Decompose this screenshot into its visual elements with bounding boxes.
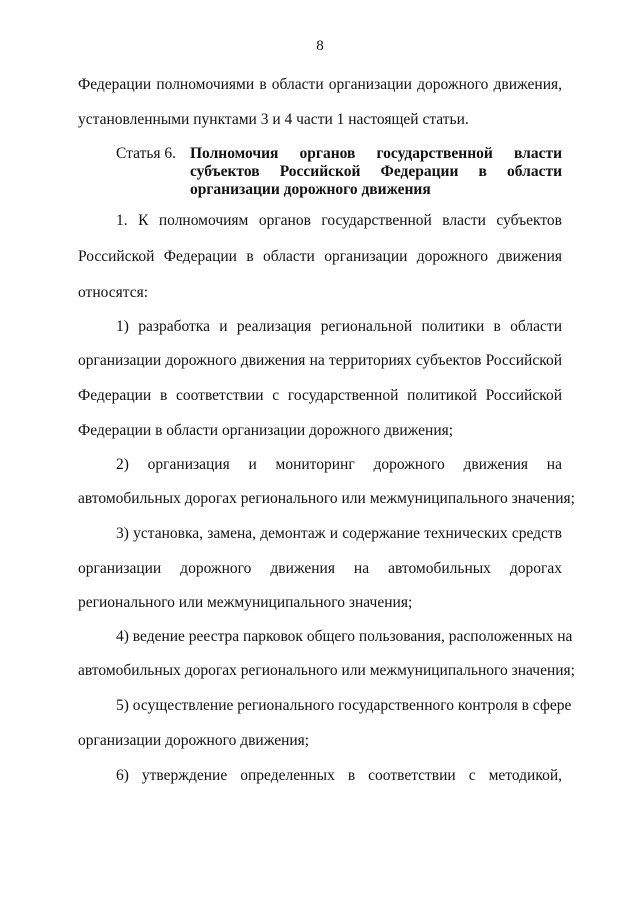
list-item-line: 4) ведение реестра парковок общего пользования, расположенных на bbox=[116, 628, 573, 645]
list-item-line: 2) организация и мониторинг дорожного движения на bbox=[116, 456, 562, 473]
list-item-line: организации дорожного движения на автомобильных дорогах bbox=[78, 560, 562, 577]
list-item-line: автомобильных дорогах регионального или межмуниципального значения; bbox=[78, 490, 575, 507]
list-item-line: регионального или межмуниципального значения; bbox=[78, 594, 413, 611]
list-item-line: организации дорожного движения; bbox=[78, 732, 310, 749]
article-label: Статья 6. bbox=[116, 145, 177, 162]
list-item-line: 3) установка, замена, демонтаж и содержание технических средств bbox=[116, 525, 562, 542]
list-item-line: Федерации в области организации дорожного движения; bbox=[78, 422, 454, 439]
list-item-line: организации дорожного движения на территориях субъектов Российской bbox=[78, 352, 562, 369]
list-item-line: 1) разработка и реализация региональной политики в области bbox=[116, 318, 562, 335]
intro-line: Федерации полномочиями в области организации дорожного движения, bbox=[78, 76, 562, 93]
list-item-line: автомобильных дорогах регионального или межмуниципального значения; bbox=[78, 662, 575, 679]
list-item-line: 5) осуществление регионального государственного контроля в сфере bbox=[116, 697, 572, 714]
paragraph-line: Российской Федерации в области организации дорожного движения bbox=[78, 248, 562, 265]
paragraph-line: относятся: bbox=[78, 284, 149, 301]
article-title-line: организации дорожного движения bbox=[190, 181, 431, 198]
paragraph-line: 1. К полномочиям органов государственной власти субъектов bbox=[116, 212, 562, 229]
list-item-line: 6) утверждение определенных в соответствии с методикой, bbox=[116, 767, 562, 784]
list-item-line: Федерации в соответствии с государственной политикой Российской bbox=[78, 387, 562, 404]
article-title-line: субъектов Российской Федерации в области bbox=[190, 163, 562, 180]
page-number: 8 bbox=[316, 38, 324, 54]
intro-line: установленными пунктами 3 и 4 части 1 настоящей статьи. bbox=[78, 111, 469, 128]
article-title-line: Полномочия органов государственной власти bbox=[190, 145, 562, 162]
